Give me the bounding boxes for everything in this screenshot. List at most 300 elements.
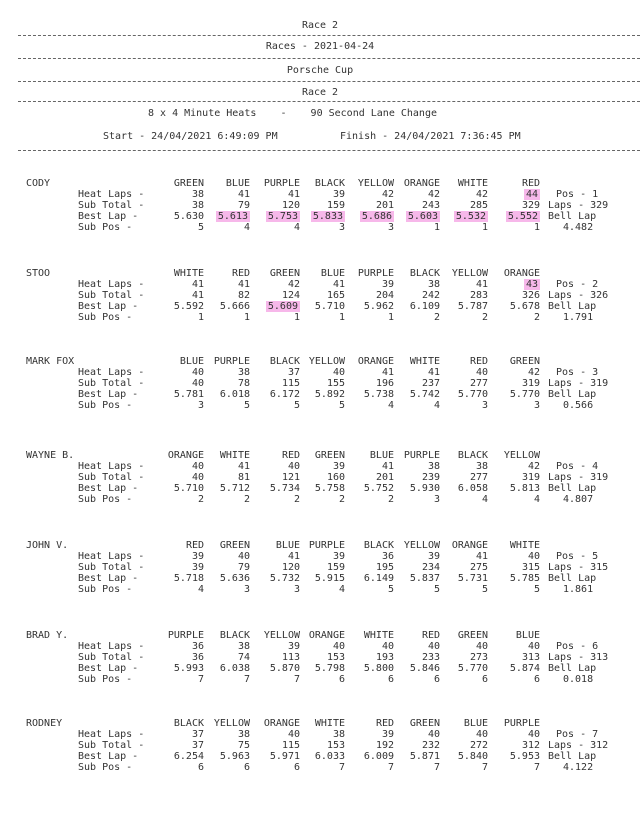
- heat-laps-cell: 42: [475, 189, 488, 200]
- sub-pos-cell: 6: [481, 674, 488, 685]
- best-lap-cell: 6.018: [219, 389, 250, 400]
- sub-pos-cell: 1: [243, 312, 250, 323]
- laps-summary: Laps - 312: [548, 740, 609, 751]
- sub-pos-cell: 4: [293, 222, 300, 233]
- best-lap-cell: 5.770: [457, 663, 488, 674]
- sub-pos-cell: 2: [338, 494, 345, 505]
- heat-laps-cell: 42: [287, 279, 300, 290]
- best-lap-cell: 5.846: [409, 663, 440, 674]
- lane-header: BLUE: [515, 630, 540, 641]
- best-lap-cell: 5.915: [314, 573, 345, 584]
- lane-header: GREEN: [269, 268, 300, 279]
- row-label: Best Lap -: [78, 483, 139, 494]
- position-summary: Pos - 3: [556, 367, 599, 378]
- position-summary: Pos - 1: [556, 189, 599, 200]
- sub-total-cell: 81: [237, 472, 250, 483]
- heat-laps-cell: 41: [191, 279, 204, 290]
- driver-name: BRAD Y.: [26, 630, 69, 641]
- driver-name: JOHN V.: [26, 540, 69, 551]
- sub-total-cell: 329: [521, 200, 540, 211]
- sub-pos-cell: 3: [338, 222, 345, 233]
- heat-laps-cell: 39: [191, 551, 204, 562]
- best-lap-cell: 5.686: [361, 211, 392, 222]
- sub-pos-cell: 1: [197, 312, 204, 323]
- laps-summary: Laps - 319: [548, 378, 609, 389]
- best-lap-cell: 6.254: [173, 751, 204, 762]
- sub-pos-cell: 7: [338, 762, 345, 773]
- heat-laps-cell: 40: [475, 367, 488, 378]
- sub-pos-cell: 7: [197, 674, 204, 685]
- position-summary: Pos - 4: [556, 461, 599, 472]
- lane-header: PURPLE: [263, 178, 300, 189]
- sub-pos-cell: 6: [433, 674, 440, 685]
- best-lap-cell: 6.149: [363, 573, 394, 584]
- race-format: 8 x 4 Minute Heats - 90 Second Lane Change: [148, 108, 437, 119]
- best-lap-cell: 5.630: [173, 211, 204, 222]
- sub-total-cell: 285: [469, 200, 488, 211]
- lane-header: WHITE: [509, 540, 540, 551]
- lane-header: RED: [421, 630, 440, 641]
- sub-pos-cell: 2: [243, 494, 250, 505]
- best-lap-cell: 5.770: [457, 389, 488, 400]
- best-lap-cell: 5.666: [219, 301, 250, 312]
- sub-total-cell: 82: [237, 290, 250, 301]
- laps-summary: Laps - 326: [548, 290, 609, 301]
- sub-total-cell: 121: [281, 472, 300, 483]
- laps-summary: Laps - 329: [548, 200, 609, 211]
- best-lap-cell: 6.109: [409, 301, 440, 312]
- driver-name: CODY: [26, 178, 51, 189]
- best-lap-cell: 5.798: [314, 663, 345, 674]
- best-lap-cell: 5.592: [173, 301, 204, 312]
- lane-header: RED: [375, 718, 394, 729]
- row-label: Best Lap -: [78, 211, 139, 222]
- sub-pos-cell: 3: [293, 584, 300, 595]
- sub-pos-cell: 3: [197, 400, 204, 411]
- best-lap-cell: 5.871: [409, 751, 440, 762]
- sub-pos-cell: 5: [533, 584, 540, 595]
- row-label: Sub Pos -: [78, 222, 133, 233]
- heat-laps-cell: 37: [287, 367, 300, 378]
- best-lap-cell: 5.712: [219, 483, 250, 494]
- row-label: Best Lap -: [78, 389, 139, 400]
- lane-header: YELLOW: [357, 178, 394, 189]
- sub-total-cell: 79: [237, 200, 250, 211]
- lane-header: ORANGE: [167, 450, 204, 461]
- heat-laps-cell: 40: [527, 729, 540, 740]
- driver-name: MARK FOX: [26, 356, 75, 367]
- best-lap-cell: 5.636: [219, 573, 250, 584]
- sub-pos-cell: 5: [338, 400, 345, 411]
- sub-total-cell: 120: [281, 562, 300, 573]
- lane-header: PURPLE: [167, 630, 204, 641]
- sub-total-cell: 272: [469, 740, 488, 751]
- sub-pos-cell: 5: [293, 400, 300, 411]
- lane-header: WHITE: [314, 718, 345, 729]
- sub-pos-cell: 1: [533, 222, 540, 233]
- heat-laps-cell: 40: [287, 729, 300, 740]
- sub-total-cell: 153: [326, 652, 345, 663]
- driver-name: WAYNE B.: [26, 450, 75, 461]
- best-lap-cell: 5.734: [269, 483, 300, 494]
- sub-total-cell: 283: [469, 290, 488, 301]
- sub-total-cell: 239: [421, 472, 440, 483]
- best-lap-cell: 5.758: [314, 483, 345, 494]
- sub-pos-cell: 3: [481, 400, 488, 411]
- heat-laps-cell: 42: [527, 461, 540, 472]
- position-summary: Pos - 5: [556, 551, 599, 562]
- lane-header: BLUE: [275, 540, 300, 551]
- lane-header: YELLOW: [503, 450, 540, 461]
- best-lap-cell: 5.552: [507, 211, 538, 222]
- lane-header: ORANGE: [403, 178, 440, 189]
- sub-pos-cell: 2: [197, 494, 204, 505]
- sub-total-cell: 201: [375, 200, 394, 211]
- heat-laps-cell: 39: [287, 641, 300, 652]
- lane-header: BLACK: [457, 450, 488, 461]
- sub-pos-cell: 7: [433, 762, 440, 773]
- heat-laps-cell: 40: [427, 641, 440, 652]
- best-lap-cell: 5.962: [363, 301, 394, 312]
- row-label: Sub Pos -: [78, 494, 133, 505]
- sub-total-cell: 165: [326, 290, 345, 301]
- row-label: Best Lap -: [78, 751, 139, 762]
- best-lap-cell: 6.033: [314, 751, 345, 762]
- laps-summary: Laps - 313: [548, 652, 609, 663]
- lane-header: PURPLE: [308, 540, 345, 551]
- heat-laps-cell: 41: [427, 367, 440, 378]
- best-lap-cell: 5.840: [457, 751, 488, 762]
- sub-pos-cell: 4: [197, 584, 204, 595]
- best-lap-cell: 5.603: [407, 211, 438, 222]
- position-summary: Pos - 7: [556, 729, 599, 740]
- row-label: Heat Laps -: [78, 367, 145, 378]
- best-lap-cell: 5.752: [363, 483, 394, 494]
- bell-lap-label: Bell Lap: [548, 573, 597, 584]
- best-lap-cell: 6.009: [363, 751, 394, 762]
- lane-header: BLACK: [219, 630, 250, 641]
- heat-laps-cell: 42: [427, 189, 440, 200]
- heat-laps-cell: 40: [527, 551, 540, 562]
- lane-header: PURPLE: [213, 356, 250, 367]
- heat-laps-cell: 40: [381, 641, 394, 652]
- sub-total-cell: 115: [281, 740, 300, 751]
- heat-laps-cell: 39: [332, 551, 345, 562]
- lane-header: PURPLE: [403, 450, 440, 461]
- sub-total-cell: 193: [375, 652, 394, 663]
- sub-pos-cell: 4: [481, 494, 488, 505]
- divider: [18, 35, 640, 36]
- best-lap-cell: 5.781: [173, 389, 204, 400]
- heat-laps-cell: 40: [475, 729, 488, 740]
- sub-total-cell: 196: [375, 378, 394, 389]
- sub-pos-cell: 4: [533, 494, 540, 505]
- finish-time: Finish - 24/04/2021 7:36:45 PM: [340, 131, 521, 142]
- heat-laps-cell: 39: [332, 189, 345, 200]
- sub-pos-cell: 7: [243, 674, 250, 685]
- lane-header: BLACK: [314, 178, 345, 189]
- sub-total-cell: 41: [191, 290, 204, 301]
- best-lap-cell: 5.613: [217, 211, 248, 222]
- sub-total-cell: 319: [521, 378, 540, 389]
- lane-header: ORANGE: [263, 718, 300, 729]
- row-label: Best Lap -: [78, 663, 139, 674]
- heat-laps-cell: 39: [381, 279, 394, 290]
- divider: [18, 81, 640, 82]
- best-lap-cell: 5.732: [269, 573, 300, 584]
- bell-lap-label: Bell Lap: [548, 751, 597, 762]
- heat-laps-cell: 40: [191, 367, 204, 378]
- best-lap-cell: 5.738: [363, 389, 394, 400]
- sub-total-cell: 233: [421, 652, 440, 663]
- lane-header: WHITE: [409, 356, 440, 367]
- sub-pos-cell: 1: [433, 222, 440, 233]
- best-lap-cell: 6.172: [269, 389, 300, 400]
- heat-laps-cell: 39: [332, 461, 345, 472]
- sub-total-cell: 242: [421, 290, 440, 301]
- heat-laps-cell: 40: [332, 641, 345, 652]
- best-lap-cell: 5.710: [173, 483, 204, 494]
- best-lap-cell: 5.963: [219, 751, 250, 762]
- lane-header: RED: [231, 268, 250, 279]
- lane-header: BLACK: [409, 268, 440, 279]
- sub-pos-cell: 1: [387, 312, 394, 323]
- best-lap-cell: 5.678: [509, 301, 540, 312]
- lane-header: RED: [469, 356, 488, 367]
- sub-pos-cell: 7: [481, 762, 488, 773]
- laps-summary: Laps - 315: [548, 562, 609, 573]
- lane-header: GREEN: [173, 178, 204, 189]
- sub-total-cell: 79: [237, 562, 250, 573]
- sub-pos-cell: 1: [481, 222, 488, 233]
- sub-pos-cell: 3: [243, 584, 250, 595]
- best-lap-cell: 5.874: [509, 663, 540, 674]
- best-lap-cell: 5.770: [509, 389, 540, 400]
- best-lap-cell: 5.870: [269, 663, 300, 674]
- heat-laps-cell: 41: [475, 279, 488, 290]
- lane-header: WHITE: [219, 450, 250, 461]
- row-label: Sub Total -: [78, 200, 145, 211]
- heat-laps-cell: 38: [427, 461, 440, 472]
- heat-laps-cell: 40: [475, 641, 488, 652]
- bell-lap-value: 1.861: [563, 584, 594, 595]
- best-lap-cell: 5.813: [509, 483, 540, 494]
- bell-lap-value: 1.791: [563, 312, 594, 323]
- lane-header: WHITE: [457, 178, 488, 189]
- row-label: Sub Total -: [78, 652, 145, 663]
- sub-total-cell: 237: [421, 378, 440, 389]
- driver-name: RODNEY: [26, 718, 63, 729]
- row-label: Heat Laps -: [78, 461, 145, 472]
- bell-lap-value: 0.566: [563, 400, 594, 411]
- sub-pos-cell: 7: [533, 762, 540, 773]
- sub-total-cell: 313: [521, 652, 540, 663]
- sub-pos-cell: 2: [481, 312, 488, 323]
- sub-total-cell: 36: [191, 652, 204, 663]
- heat-laps-cell: 39: [381, 729, 394, 740]
- sub-total-cell: 275: [469, 562, 488, 573]
- heat-laps-cell: 40: [427, 729, 440, 740]
- sub-pos-cell: 6: [293, 762, 300, 773]
- lane-header: BLACK: [173, 718, 204, 729]
- sub-pos-cell: 1: [293, 312, 300, 323]
- sub-total-cell: 120: [281, 200, 300, 211]
- row-label: Sub Pos -: [78, 762, 133, 773]
- sub-total-cell: 234: [421, 562, 440, 573]
- lane-header: BLUE: [369, 450, 394, 461]
- heat-laps-cell: 42: [381, 189, 394, 200]
- heat-laps-cell: 40: [191, 461, 204, 472]
- divider: [18, 150, 640, 151]
- lane-header: YELLOW: [403, 540, 440, 551]
- best-lap-cell: 5.993: [173, 663, 204, 674]
- sub-pos-cell: 2: [433, 312, 440, 323]
- sub-total-cell: 40: [191, 472, 204, 483]
- sub-total-cell: 201: [375, 472, 394, 483]
- sub-total-cell: 153: [326, 740, 345, 751]
- best-lap-cell: 5.837: [409, 573, 440, 584]
- heat-laps-cell: 41: [381, 461, 394, 472]
- sub-pos-cell: 7: [293, 674, 300, 685]
- lane-header: GREEN: [509, 356, 540, 367]
- row-label: Heat Laps -: [78, 551, 145, 562]
- sub-total-cell: 124: [281, 290, 300, 301]
- sub-pos-cell: 4: [433, 400, 440, 411]
- lane-header: PURPLE: [503, 718, 540, 729]
- sub-pos-cell: 4: [338, 584, 345, 595]
- best-lap-cell: 5.753: [267, 211, 298, 222]
- heat-laps-cell: 41: [332, 279, 345, 290]
- sub-total-cell: 115: [281, 378, 300, 389]
- lane-header: RED: [185, 540, 204, 551]
- sub-total-cell: 243: [421, 200, 440, 211]
- sub-total-cell: 160: [326, 472, 345, 483]
- lane-header: RED: [521, 178, 540, 189]
- best-lap-cell: 5.892: [314, 389, 345, 400]
- sub-total-cell: 277: [469, 378, 488, 389]
- best-lap-cell: 5.718: [173, 573, 204, 584]
- sub-pos-cell: 2: [533, 312, 540, 323]
- sub-total-cell: 192: [375, 740, 394, 751]
- heat-laps-cell: 38: [332, 729, 345, 740]
- best-lap-cell: 5.785: [509, 573, 540, 584]
- sub-pos-cell: 5: [387, 584, 394, 595]
- heat-laps-cell: 38: [427, 279, 440, 290]
- best-lap-cell: 5.953: [509, 751, 540, 762]
- lane-header: ORANGE: [357, 356, 394, 367]
- lane-header: ORANGE: [451, 540, 488, 551]
- best-lap-cell: 5.532: [455, 211, 486, 222]
- row-label: Heat Laps -: [78, 189, 145, 200]
- sub-total-cell: 159: [326, 562, 345, 573]
- best-lap-cell: 6.058: [457, 483, 488, 494]
- event-title: Races - 2021-04-24: [265, 41, 375, 52]
- sub-pos-cell: 2: [387, 494, 394, 505]
- best-lap-cell: 5.742: [409, 389, 440, 400]
- row-label: Sub Total -: [78, 378, 145, 389]
- heat-laps-cell: 42: [527, 367, 540, 378]
- sub-total-cell: 273: [469, 652, 488, 663]
- sub-pos-cell: 6: [243, 762, 250, 773]
- heat-laps-cell: 40: [237, 551, 250, 562]
- heat-laps-cell: 40: [527, 641, 540, 652]
- sub-total-cell: 312: [521, 740, 540, 751]
- sub-pos-cell: 6: [533, 674, 540, 685]
- lane-header: WHITE: [173, 268, 204, 279]
- heat-laps-cell: 37: [191, 729, 204, 740]
- row-label: Sub Total -: [78, 562, 145, 573]
- sub-total-cell: 74: [237, 652, 250, 663]
- best-lap-cell: 5.731: [457, 573, 488, 584]
- sub-pos-cell: 5: [433, 584, 440, 595]
- heat-laps-cell: 41: [287, 189, 300, 200]
- sub-pos-cell: 1: [338, 312, 345, 323]
- position-summary: Pos - 2: [556, 279, 599, 290]
- lane-header: PURPLE: [357, 268, 394, 279]
- best-lap-cell: 5.800: [363, 663, 394, 674]
- heat-laps-cell: 36: [381, 551, 394, 562]
- heat-laps-cell: 41: [475, 551, 488, 562]
- sub-total-cell: 38: [191, 200, 204, 211]
- bell-lap-value: 0.018: [563, 674, 594, 685]
- bell-lap-label: Bell Lap: [548, 663, 597, 674]
- sub-total-cell: 204: [375, 290, 394, 301]
- best-lap-cell: 5.833: [312, 211, 343, 222]
- sub-total-cell: 326: [521, 290, 540, 301]
- best-lap-cell: 5.609: [267, 301, 298, 312]
- lane-header: YELLOW: [263, 630, 300, 641]
- bell-lap-label: Bell Lap: [548, 389, 597, 400]
- lane-header: YELLOW: [451, 268, 488, 279]
- best-lap-cell: 5.710: [314, 301, 345, 312]
- heat-laps-cell: 38: [237, 641, 250, 652]
- row-label: Heat Laps -: [78, 729, 145, 740]
- sub-pos-cell: 6: [338, 674, 345, 685]
- heat-laps-cell: 38: [191, 189, 204, 200]
- sub-pos-cell: 3: [433, 494, 440, 505]
- heat-laps-cell: 36: [191, 641, 204, 652]
- row-label: Sub Total -: [78, 740, 145, 751]
- sub-total-cell: 155: [326, 378, 345, 389]
- race-title: Race 2: [301, 87, 339, 98]
- bell-lap-label: Bell Lap: [548, 301, 597, 312]
- bell-lap-value: 4.482: [563, 222, 594, 233]
- bell-lap-label: Bell Lap: [548, 211, 597, 222]
- sub-pos-cell: 5: [243, 400, 250, 411]
- heat-laps-cell: 41: [237, 279, 250, 290]
- sub-total-cell: 40: [191, 378, 204, 389]
- row-label: Heat Laps -: [78, 641, 145, 652]
- lane-header: ORANGE: [503, 268, 540, 279]
- lane-header: GREEN: [314, 450, 345, 461]
- sub-total-cell: 113: [281, 652, 300, 663]
- heat-laps-cell: 43: [525, 279, 538, 290]
- sub-total-cell: 195: [375, 562, 394, 573]
- series-title: Porsche Cup: [286, 65, 354, 76]
- lane-header: RED: [281, 450, 300, 461]
- heat-laps-cell: 38: [237, 729, 250, 740]
- row-label: Sub Pos -: [78, 584, 133, 595]
- heat-laps-cell: 41: [381, 367, 394, 378]
- heat-laps-cell: 44: [525, 189, 538, 200]
- row-label: Sub Total -: [78, 290, 145, 301]
- sub-pos-cell: 5: [481, 584, 488, 595]
- sub-pos-cell: 6: [387, 674, 394, 685]
- heat-laps-cell: 41: [237, 189, 250, 200]
- best-lap-cell: 5.787: [457, 301, 488, 312]
- heat-laps-cell: 39: [427, 551, 440, 562]
- best-lap-cell: 6.038: [219, 663, 250, 674]
